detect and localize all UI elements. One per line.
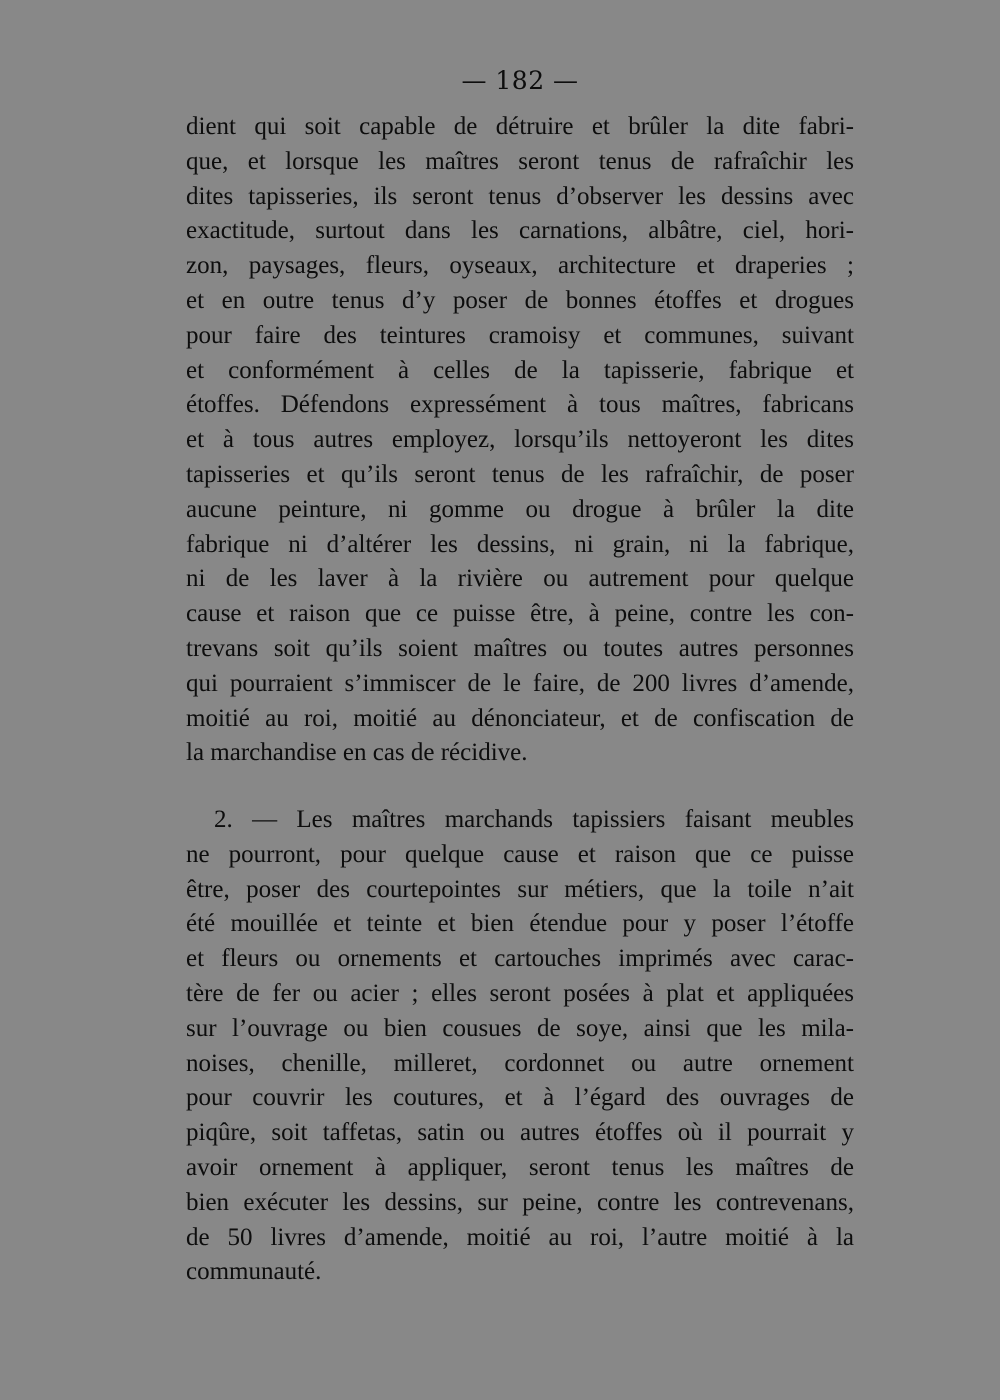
text-line: qui pourraient s’immiscer de le faire, de 200 livres d’amende,	[186, 669, 854, 697]
text-line: et en outre tenus d’y poser de bonnes étoffes et drogues	[186, 286, 854, 314]
text-line: et fleurs ou ornements et cartouches imprimés avec carac-	[186, 945, 854, 973]
text-line: été mouillée et teinte et bien étendue pour y poser l’étoffe	[186, 910, 854, 938]
text-line: et à tous autres employez, lorsqu’ils nettoyeront les dites	[186, 426, 854, 454]
text-line: dites tapisseries, ils seront tenus d’observer les dessins avec	[186, 182, 854, 210]
page-number: — 182 —	[461, 66, 579, 95]
text-line: 2. — Les maîtres marchands tapissiers faisant meubles	[214, 806, 854, 833]
text-line: tère de fer ou acier ; elles seront posées à plat et appliquées	[186, 979, 854, 1007]
text-line: tapisseries et qu’ils seront tenus de les rafraîchir, de poser	[186, 460, 854, 488]
text-line: fabrique ni d’altérer les dessins, ni grain, ni la fabrique,	[186, 530, 854, 558]
text-line: exactitude, surtout dans les carnations, albâtre, ciel, hori-	[186, 217, 854, 245]
text-line: ni de les laver à la rivière ou autrement pour quelque	[186, 565, 854, 593]
text-line: bien exécuter les dessins, sur peine, contre les contrevenans,	[186, 1188, 854, 1216]
text-line: communauté.	[186, 1258, 322, 1286]
text-line: moitié au roi, moitié au dénonciateur, et de confiscation de	[186, 704, 854, 732]
paragraph-2	[186, 803, 854, 1290]
text-line: ne pourront, pour quelque cause et raison que ce puisse	[186, 840, 854, 868]
text-line: pour faire des teintures cramoisy et communes, suivant	[186, 321, 854, 349]
text-line: la marchandise en cas de récidive.	[186, 739, 528, 767]
text-line: que, et lorsque les maîtres seront tenus de rafraîchir les	[186, 147, 854, 175]
text-line: avoir ornement à appliquer, seront tenus les maîtres de	[186, 1153, 854, 1181]
text-line: sur l’ouvrage ou bien cousues de soye, ainsi que les mila-	[186, 1014, 854, 1042]
text-line: étoffes. Défendons expressément à tous maîtres, fabricans	[186, 391, 854, 419]
text-line: de 50 livres d’amende, moitié au roi, l’autre moitié à la	[186, 1223, 854, 1251]
text-line: cause et raison que ce puisse être, à peine, contre les con-	[186, 600, 854, 628]
text-line: pour couvrir les coutures, et à l’égard des ouvrages de	[186, 1084, 854, 1112]
text-line: piqûre, soit taffetas, satin ou autres étoffes où il pourrait y	[186, 1119, 854, 1147]
text-line: et conformément à celles de la tapisserie, fabrique et	[186, 356, 854, 384]
text-line: aucune peinture, ni gomme ou drogue à brûler la dite	[186, 495, 854, 523]
paragraph-1	[186, 110, 854, 771]
text-line: trevans soit qu’ils soient maîtres ou toutes autres personnes	[186, 634, 854, 662]
text-line: noises, chenille, milleret, cordonnet ou autre ornement	[186, 1049, 854, 1077]
text-line: zon, paysages, fleurs, oyseaux, architecture et draperies ;	[186, 252, 854, 280]
text-line: dient qui soit capable de détruire et brûler la dite fabri-	[186, 113, 854, 140]
text-line: être, poser des courtepointes sur métiers, que la toile n’ait	[186, 875, 854, 903]
